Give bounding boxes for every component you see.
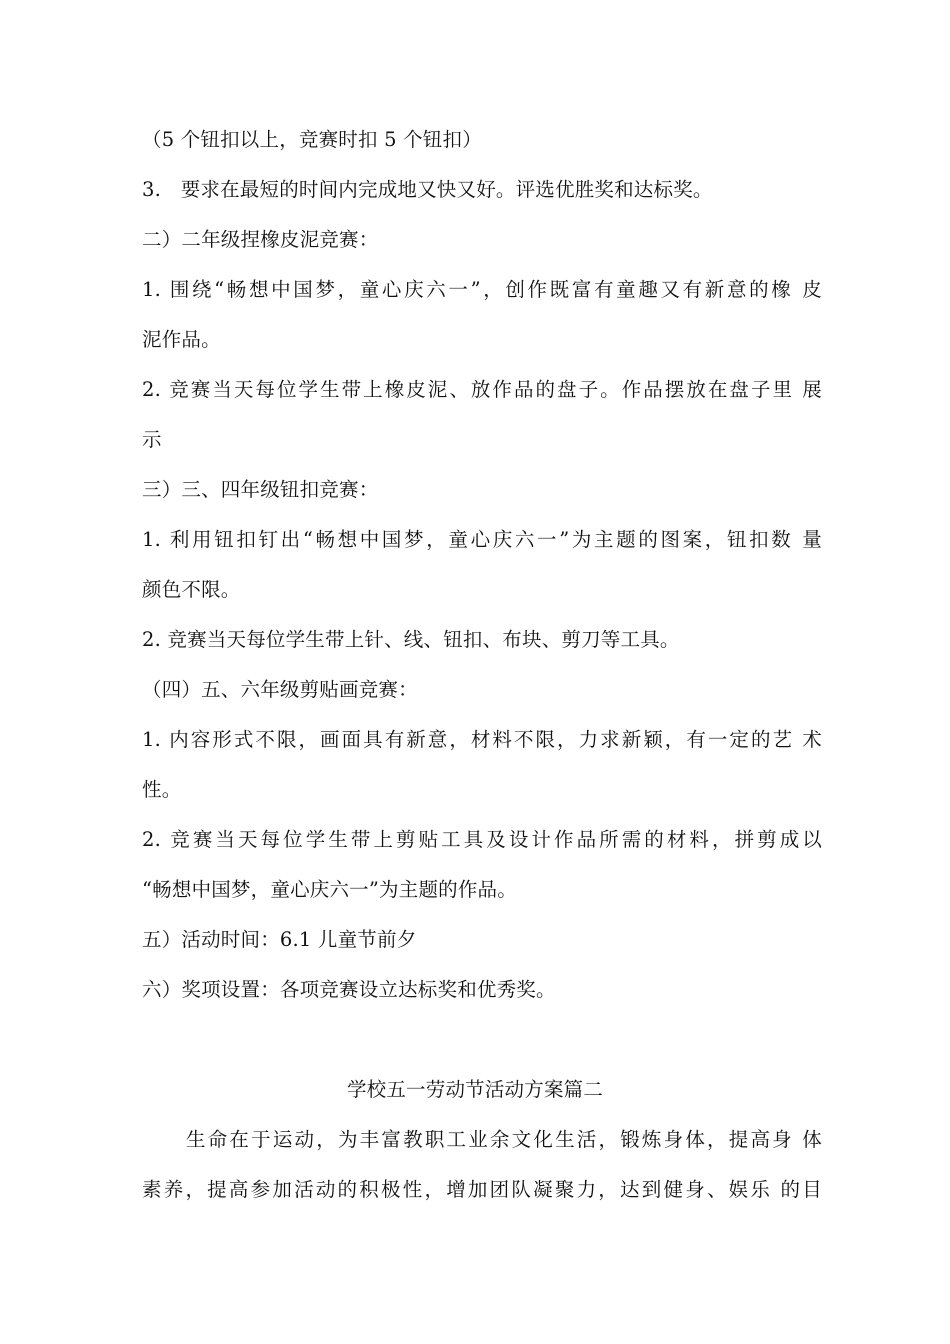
- text-line-14: 性。: [142, 778, 182, 801]
- text-line-7: 示: [142, 428, 162, 451]
- text-line-6: 2. 竞赛当天每位学生带上橡皮泥、放作品的盘子。作品摆放在盘子里 展: [142, 378, 822, 401]
- text-line-16: “畅想中国梦，童心庆六一”为主题的作品。: [142, 878, 517, 901]
- text-line-2: 3. 要求在最短的时间内完成地又快又好。评选优胜奖和达标奖。: [142, 178, 713, 201]
- text-line-15: 2. 竞赛当天每位学生带上剪贴工具及设计作品所需的材料，拼剪成以: [142, 828, 822, 851]
- heading-activity-time: 五）活动时间：6.1 儿童节前夕: [142, 928, 417, 951]
- body-line-2: 素养，提高参加活动的积极性，增加团队凝聚力，达到健身、娱乐 的目: [142, 1178, 822, 1201]
- text-line-5: 泥作品。: [142, 328, 221, 351]
- text-line-9: 1. 利用钮扣钉出“畅想中国梦，童心庆六一”为主题的图案，钮扣数 量: [142, 528, 822, 551]
- text-line-13: 1. 内容形式不限，画面具有新意，材料不限，力求新颖，有一定的艺 术: [142, 728, 822, 751]
- heading-grade-3-4: 三）三、四年级钮扣竞赛：: [142, 478, 379, 501]
- section-title: 学校五一劳动节活动方案篇二: [346, 1078, 604, 1101]
- heading-grade-5-6: （四）五、六年级剪贴画竞赛：: [142, 678, 418, 701]
- text-line-4: 1. 围绕“畅想中国梦，童心庆六一”，创作既富有童趣又有新意的橡 皮: [142, 278, 822, 301]
- text-line-1: （5 个钮扣以上，竞赛时扣 5 个钮扣）: [142, 128, 482, 151]
- heading-grade-2: 二）二年级捏橡皮泥竞赛：: [142, 228, 379, 251]
- heading-awards: 六）奖项设置：各项竞赛设立达标奖和优秀奖。: [142, 978, 556, 1001]
- body-line-1: 生命在于运动，为丰富教职工业余文化生活，锻炼身体，提高身 体: [186, 1128, 822, 1151]
- text-line-10: 颜色不限。: [142, 578, 241, 601]
- text-line-11: 2. 竞赛当天每位学生带上针、线、钮扣、布块、剪刀等工具。: [142, 628, 680, 651]
